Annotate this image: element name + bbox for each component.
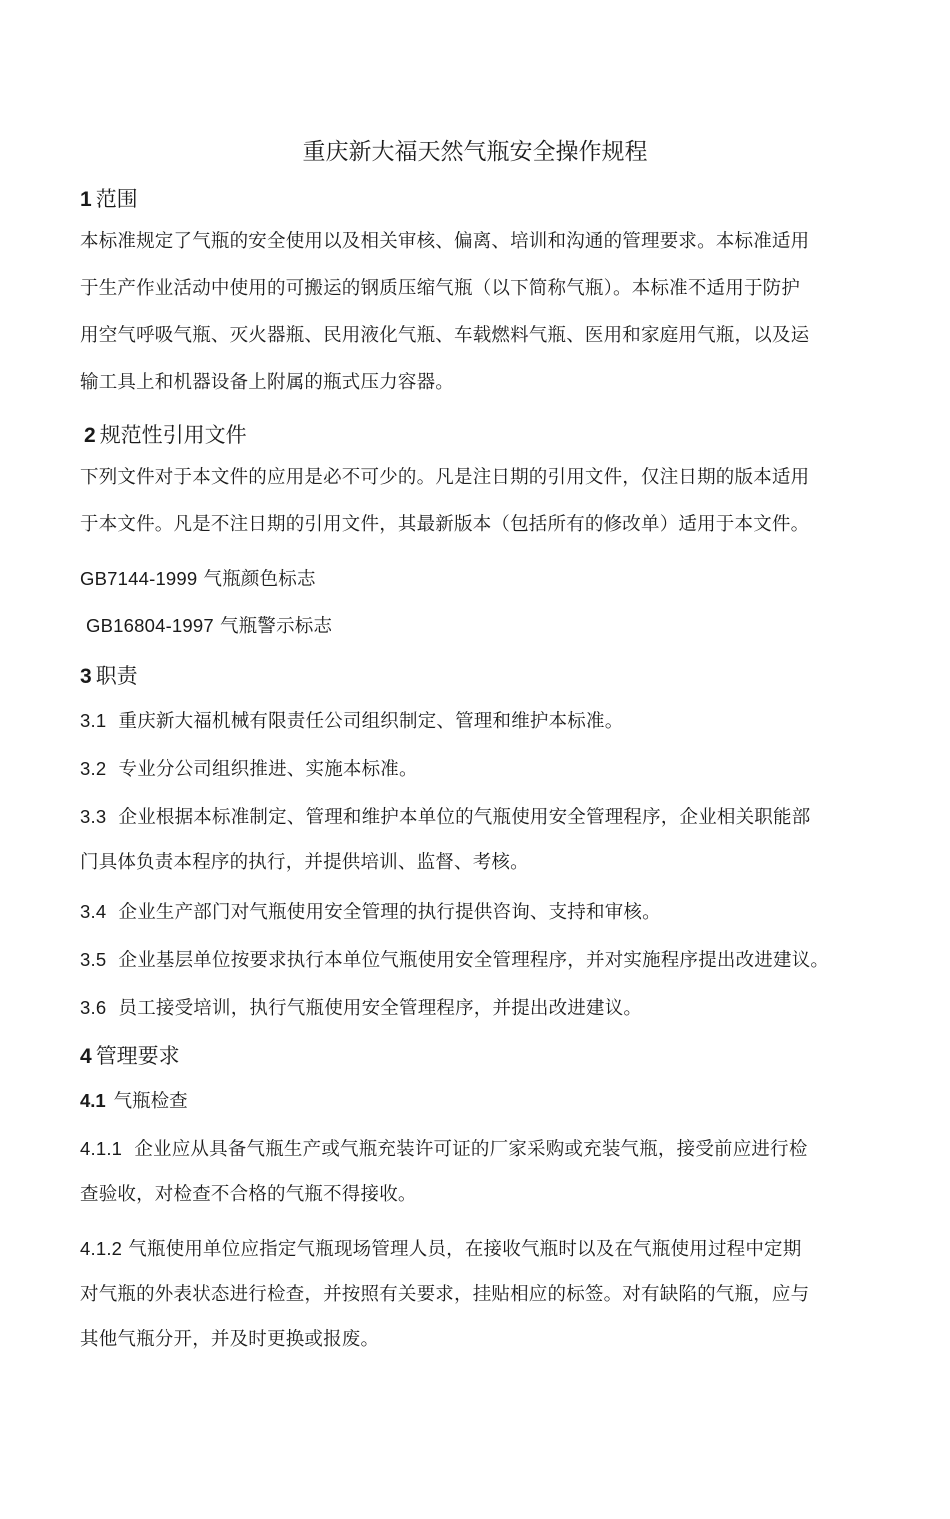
section-title: 职责 [95, 664, 138, 688]
section-title: 管理要求 [95, 1044, 180, 1068]
duty-text: 企业生产部门对气瓶使用安全管理的执行提供咨询、支持和审核。 [118, 902, 661, 923]
clause-item [80, 1235, 801, 1264]
duty-item [80, 946, 829, 975]
duty-text: 专业分公司组织推进、实施本标准。 [118, 759, 418, 780]
clause-text: 气瓶使用单位应指定气瓶现场管理人员，在接收气瓶时以及在气瓶使用过程中定期 [128, 1239, 802, 1260]
paragraph-line: 于生产作业活动中使用的可搬运的钢质压缩气瓶（以下简称气瓶）。本标准不适用于防护 [80, 278, 801, 299]
duty-item [80, 755, 418, 784]
duty-item [80, 994, 642, 1023]
clause-text-continued: 其他气瓶分开，并及时更换或报废。 [80, 1329, 380, 1350]
section-heading-duties [80, 661, 138, 692]
subsection-title: 气瓶检查 [113, 1091, 188, 1112]
clause-item [80, 1135, 808, 1164]
duty-text: 企业基层单位按要求执行本单位气瓶使用安全管理程序，并对实施程序提出改进建议。 [118, 950, 830, 971]
clause-text-continued: 查验收，对检查不合格的气瓶不得接收。 [80, 1184, 417, 1205]
section-number: 1 [80, 188, 92, 211]
reference-code: GB7144-1999 [80, 568, 198, 589]
paragraph-line: 下列文件对于本文件的应用是必不可少的。凡是注日期的引用文件，仅注日期的版本适用 [80, 467, 810, 488]
clause-text-continued: 对气瓶的外表状态进行检查，并按照有关要求，挂贴相应的标签。对有缺陷的气瓶，应与 [80, 1284, 810, 1305]
section-number: 4 [80, 1045, 92, 1068]
duty-number: 3.4 [80, 901, 107, 922]
duty-item [80, 898, 661, 927]
duty-number: 3.5 [80, 949, 107, 970]
subsection-heading-inspection [80, 1087, 188, 1116]
duty-number: 3.2 [80, 758, 107, 779]
paragraph-line: 于本文件。凡是不注日期的引用文件，其最新版本（包括所有的修改单）适用于本文件。 [80, 514, 810, 535]
section-title: 规范性引用文件 [99, 423, 247, 447]
duty-item [80, 707, 623, 736]
paragraph-line: 用空气呼吸气瓶、灭火器瓶、民用液化气瓶、车载燃料气瓶、医用和家庭用气瓶，以及运 [80, 325, 810, 346]
duty-item [80, 803, 810, 832]
reference-name: 气瓶警示标志 [219, 616, 333, 637]
duty-text-continued: 门具体负责本程序的执行，并提供培训、监督、考核。 [80, 852, 529, 873]
duty-number: 3.1 [80, 710, 107, 731]
document-title: 重庆新大福天然气瓶安全操作规程 [302, 139, 648, 165]
duty-number: 3.6 [80, 997, 107, 1018]
section-heading-management [80, 1041, 180, 1072]
clause-number: 4.1.1 [80, 1138, 123, 1159]
paragraph-line: 本标准规定了气瓶的安全使用以及相关审核、偏离、培训和沟通的管理要求。本标准适用 [80, 231, 810, 252]
duty-number: 3.3 [80, 806, 107, 827]
section-number: 3 [80, 665, 92, 688]
paragraph-line: 输工具上和机器设备上附属的瓶式压力容器。 [80, 372, 455, 393]
duty-text: 员工接受培训，执行气瓶使用安全管理程序，并提出改进建议。 [118, 998, 643, 1019]
section-title: 范围 [95, 187, 138, 211]
subsection-number: 4.1 [80, 1090, 106, 1111]
reference-item [86, 612, 332, 641]
section-heading-scope [80, 184, 138, 215]
duty-text: 企业根据本标准制定、管理和维护本单位的气瓶使用安全管理程序，企业相关职能部 [118, 807, 811, 828]
reference-code: GB16804-1997 [86, 615, 214, 636]
clause-number: 4.1.2 [80, 1238, 123, 1259]
section-number: 2 [84, 424, 96, 447]
clause-text: 企业应从具备气瓶生产或气瓶充装许可证的厂家采购或充装气瓶，接受前应进行检 [134, 1139, 808, 1160]
section-heading-references [84, 420, 247, 451]
reference-item [80, 565, 316, 594]
reference-name: 气瓶颜色标志 [203, 569, 316, 590]
duty-text: 重庆新大福机械有限责任公司组织制定、管理和维护本标准。 [118, 711, 624, 732]
